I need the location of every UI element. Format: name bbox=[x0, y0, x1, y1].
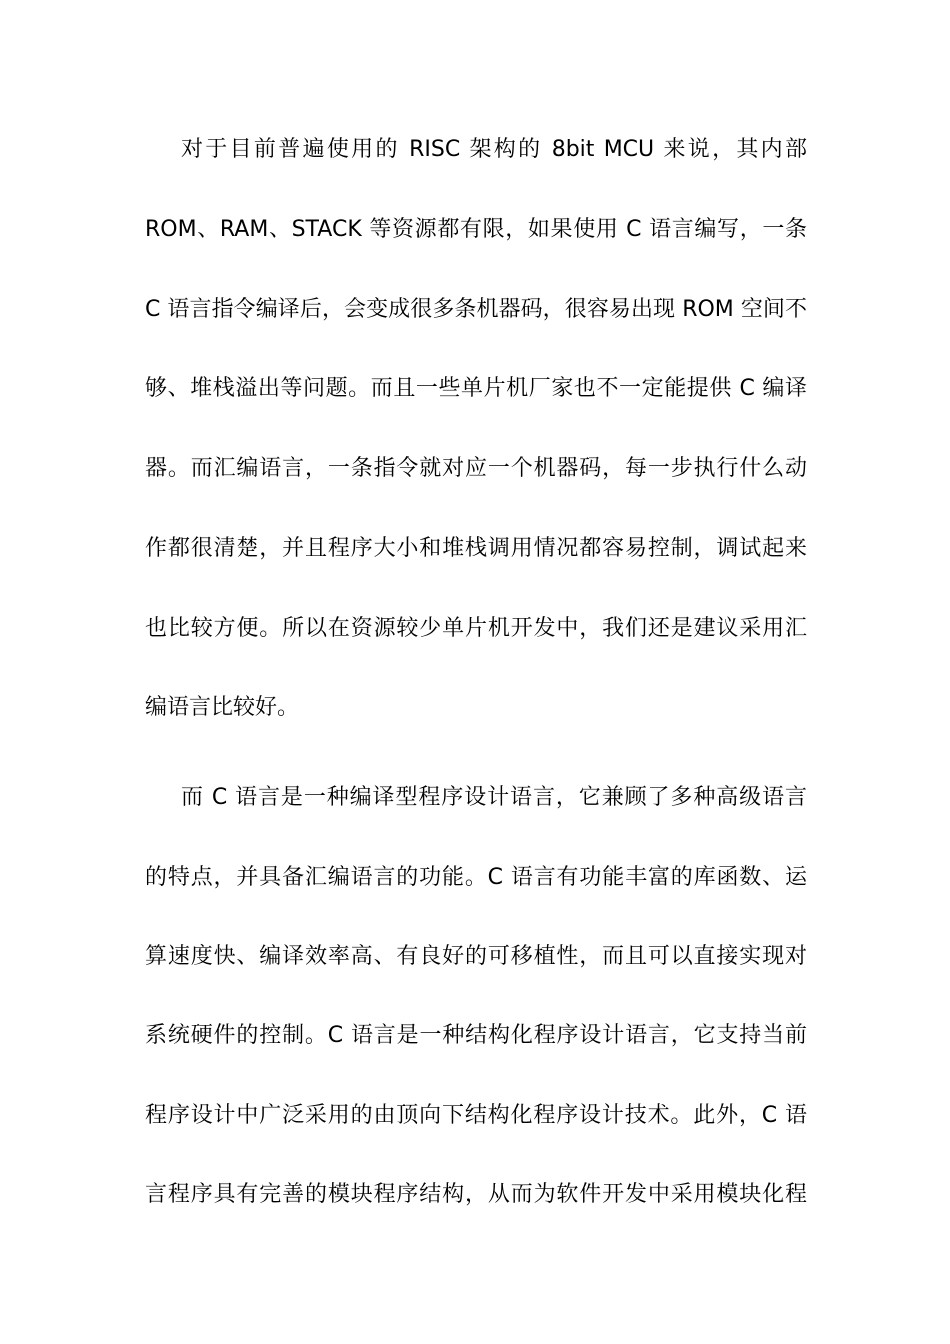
paragraph-2-line-4: 系统硬件的控制。C 语言是一种结构化程序设计语言，它支持当前 bbox=[145, 1023, 807, 1048]
paragraph-2-line-1: 而 C 语言是一种编译型程序设计语言，它兼顾了多种高级语言 bbox=[181, 785, 807, 810]
paragraph-1-line-3: C 语言指令编译后，会变成很多条机器码，很容易出现 ROM 空间不 bbox=[145, 297, 807, 322]
paragraph-1-line-4: 够、堆栈溢出等问题。而且一些单片机厂家也不一定能提供 C 编译 bbox=[145, 376, 807, 401]
paragraph-2-line-3: 算速度快、编译效率高、有良好的可移植性，而且可以直接实现对 bbox=[145, 944, 807, 969]
paragraph-1-line-5: 器。而汇编语言，一条指令就对应一个机器码，每一步执行什么动 bbox=[145, 456, 807, 481]
paragraph-1-line-8: 编语言比较好。 bbox=[145, 695, 300, 720]
paragraph-2-line-2: 的特点，并具备汇编语言的功能。C 语言有功能丰富的库函数、运 bbox=[145, 865, 807, 890]
paragraph-1-line-7: 也比较方便。所以在资源较少单片机开发中，我们还是建议采用汇 bbox=[145, 616, 807, 641]
paragraph-1-line-2: ROM、RAM、STACK 等资源都有限，如果使用 C 语言编写，一条 bbox=[145, 217, 807, 242]
paragraph-1-line-6: 作都很清楚，并且程序大小和堆栈调用情况都容易控制，调试起来 bbox=[145, 536, 807, 561]
paragraph-1-line-1: 对于目前普遍使用的 RISC 架构的 8bit MCU 来说，其内部 bbox=[181, 137, 807, 162]
paragraph-2-line-6: 言程序具有完善的模块程序结构，从而为软件开发中采用模块化程 bbox=[145, 1182, 807, 1207]
paragraph-2-line-5: 程序设计中广泛采用的由顶向下结构化程序设计技术。此外，C 语 bbox=[145, 1103, 807, 1128]
